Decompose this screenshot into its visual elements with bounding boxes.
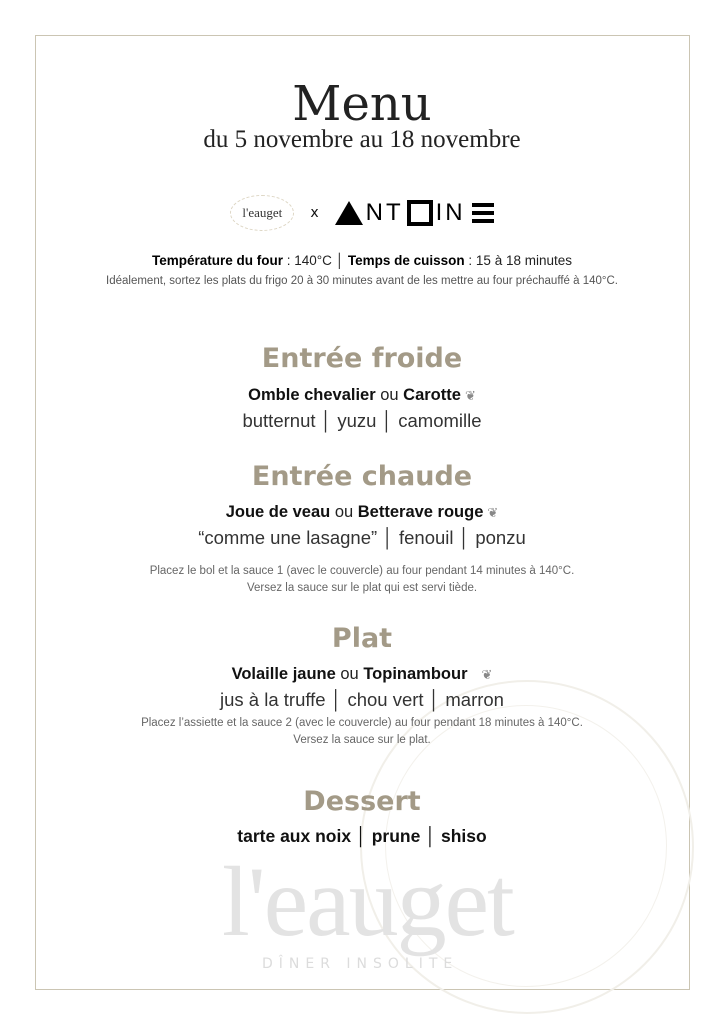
- dish-plat: [0, 665, 724, 684]
- dish-option-a: Joue de veau: [225, 503, 331, 521]
- eauget-logo: [230, 195, 294, 231]
- antoine-logo: [335, 199, 494, 227]
- or-text: ou: [375, 386, 404, 404]
- partner-logos: [0, 196, 724, 230]
- section-heading-dessert: Dessert: [303, 786, 421, 817]
- note-entree-chaude-2: Versez la sauce sur le plat qui est servi tiède.: [246, 582, 478, 594]
- time-value: : 15 à 18 minutes: [464, 253, 572, 268]
- date-range: du 5 novembre au 18 novembre: [203, 126, 521, 153]
- watermark-tagline: DÎNER INSOLITE: [262, 956, 459, 972]
- antoine-letters-in: IN: [435, 199, 466, 226]
- time-label: Temps de cuisson: [347, 253, 465, 268]
- dish-option-a: Volaille jaune: [231, 665, 336, 683]
- equals-bars-icon: [472, 203, 494, 223]
- dish-entree-chaude: [0, 503, 724, 522]
- note-entree-chaude-1: Placez le bol et la sauce 1 (avec le couvercle) au four pendant 14 minutes à 140°C.: [149, 565, 575, 577]
- or-text: ou: [330, 503, 358, 521]
- temp-label: Température du four: [151, 253, 283, 268]
- watermark-brand: l'eauget: [222, 846, 513, 957]
- section-heading-entree-froide: Entrée froide: [261, 343, 463, 374]
- dish-option-b: Carotte: [403, 386, 461, 404]
- page-title: Menu: [292, 76, 432, 132]
- leaf-icon: ❦: [464, 388, 476, 403]
- instructions-hint: Idéalement, sortez les plats du frigo 20 à 30 minutes avant de les mettre au four préchauffé à 140°C.: [106, 275, 618, 287]
- note-plat-2: Versez la sauce sur le plat.: [293, 734, 431, 746]
- antoine-letters-nt: NT: [365, 199, 404, 226]
- sides-plat: jus à la truffe │ chou vert │ marron: [220, 689, 504, 710]
- separator: │: [331, 253, 348, 268]
- dish-option-a: Omble chevalier: [248, 386, 376, 404]
- eauget-logo-text: l'eauget: [242, 205, 283, 220]
- section-heading-plat: Plat: [331, 623, 393, 654]
- dish-option-b: Betterave rouge: [357, 503, 484, 521]
- or-text: ou: [335, 665, 364, 683]
- leaf-icon: ❦: [487, 505, 499, 520]
- note-plat-1: Placez l’assiette et la sauce 2 (avec le couvercle) au four pendant 18 minutes à 140°C.: [141, 717, 583, 729]
- dish-option-b: Topinambour: [363, 665, 468, 683]
- square-icon: [407, 200, 433, 226]
- sides-entree-froide: butternut │ yuzu │ camomille: [242, 410, 482, 431]
- triangle-icon: [335, 201, 363, 225]
- logo-separator: x: [310, 205, 319, 221]
- leaf-icon: ❦: [481, 667, 493, 682]
- cooking-instructions: [0, 253, 724, 268]
- dish-dessert: tarte aux noix │ prune │ shiso: [237, 826, 487, 846]
- temp-value: : 140°C: [283, 253, 332, 268]
- section-heading-entree-chaude: Entrée chaude: [251, 461, 473, 492]
- sides-entree-chaude: “comme une lasagne” │ fenouil │ ponzu: [198, 527, 526, 548]
- dish-entree-froide: [0, 386, 724, 405]
